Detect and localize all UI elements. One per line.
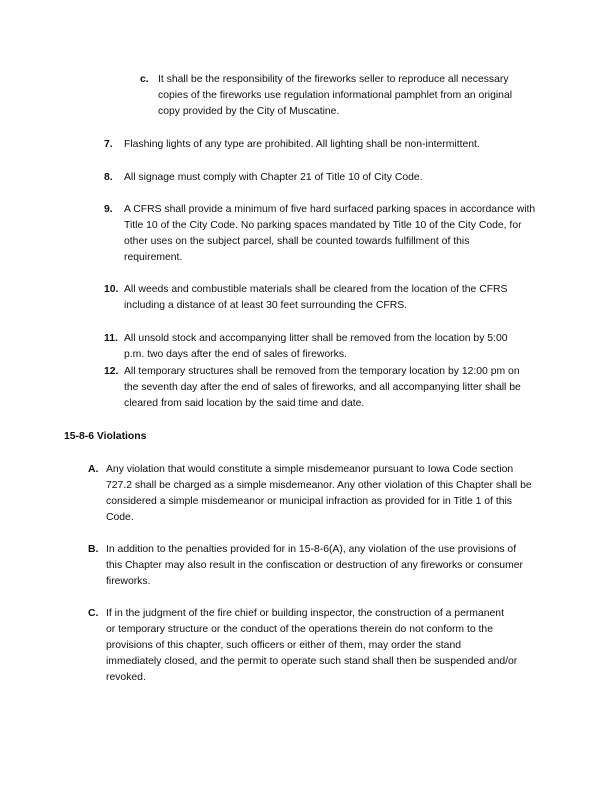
violation-b xyxy=(88,542,523,590)
list-marker: 12. xyxy=(104,366,119,377)
text-line: Code. xyxy=(106,512,134,523)
text-line: copy provided by the City of Muscatine. xyxy=(158,106,340,117)
item-12 xyxy=(104,364,521,412)
text-line: p.m. two days after the end of sales of fireworks. xyxy=(124,349,347,360)
text-line: All unsold stock and accompanying litter shall be removed from the location by 5:00 xyxy=(124,333,508,344)
text-line: considered a simple misdemeanor or municipal infraction as provided for in Title 1 of this xyxy=(106,496,513,507)
text-line: immediately closed, and the permit to operate such stand shall then be suspended and/or xyxy=(106,656,518,667)
section-heading: 15-8-6 Violations xyxy=(64,431,147,442)
text-line: provisions of this chapter, such officers or either of them, may order the stand xyxy=(106,640,461,651)
text-line: Any violation that would constitute a simple misdemeanor pursuant to Iowa Code section xyxy=(106,464,514,475)
list-marker: 8. xyxy=(104,172,113,183)
text-line: fireworks. xyxy=(106,576,151,587)
item-8 xyxy=(104,170,423,186)
list-marker: 10. xyxy=(104,284,119,295)
item-7 xyxy=(104,137,480,153)
sub-item-c xyxy=(140,72,513,120)
text-line: All weeds and combustible materials shall be cleared from the location of the CFRS xyxy=(124,284,508,295)
text-line: Title 10 of the City Code. No parking spaces mandated by Title 10 of the City Code, for xyxy=(124,220,522,231)
text-line: the seventh day after the end of sales of fireworks, and all accompanying litter shall be xyxy=(124,382,521,393)
text-line: revoked. xyxy=(106,672,146,683)
list-marker: 7. xyxy=(104,139,113,150)
text-line: including a distance of at least 30 feet surrounding the CFRS. xyxy=(124,300,408,311)
text-line: Flashing lights of any type are prohibited. All lighting shall be non-intermittent. xyxy=(124,139,480,150)
text-line: this Chapter may also result in the confiscation or destruction of any fireworks or consumer xyxy=(106,560,523,571)
list-marker: C. xyxy=(88,608,99,619)
text-line: or temporary structure or the conduct of the operations therein do not conform to the xyxy=(106,624,493,635)
text-line: A CFRS shall provide a minimum of five hard surfaced parking spaces in accordance with xyxy=(124,204,536,215)
text-line: 727.2 shall be charged as a simple misdemeanor. Any other violation of this Chapter shall be xyxy=(106,480,532,491)
violation-a xyxy=(88,462,532,526)
text-line: All temporary structures shall be removed from the temporary location by 12:00 pm on xyxy=(124,366,520,377)
text-line: copies of the fireworks use regulation informational pamphlet from an original xyxy=(158,90,513,101)
item-10 xyxy=(104,282,508,314)
text-line: In addition to the penalties provided for in 15-8-6(A), any violation of the use provisions of xyxy=(106,544,517,555)
text-line: It shall be the responsibility of the fireworks seller to reproduce all necessary xyxy=(158,74,509,85)
list-marker: c. xyxy=(140,74,149,85)
text-line: requirement. xyxy=(124,252,183,263)
text-line: other uses on the subject parcel, shall be counted towards fulfillment of this xyxy=(124,236,470,247)
list-marker: 9. xyxy=(104,204,113,215)
item-11 xyxy=(104,331,508,363)
item-9 xyxy=(104,202,536,266)
text-line: cleared from said location by the said time and date. xyxy=(124,398,365,409)
text-line: All signage must comply with Chapter 21 of Title 10 of City Code. xyxy=(124,172,423,183)
list-marker: 11. xyxy=(104,333,118,344)
text-line: If in the judgment of the fire chief or building inspector, the construction of a permanent xyxy=(106,608,504,619)
violation-c xyxy=(88,606,518,686)
list-marker: B. xyxy=(88,544,99,555)
list-marker: A. xyxy=(88,464,99,475)
